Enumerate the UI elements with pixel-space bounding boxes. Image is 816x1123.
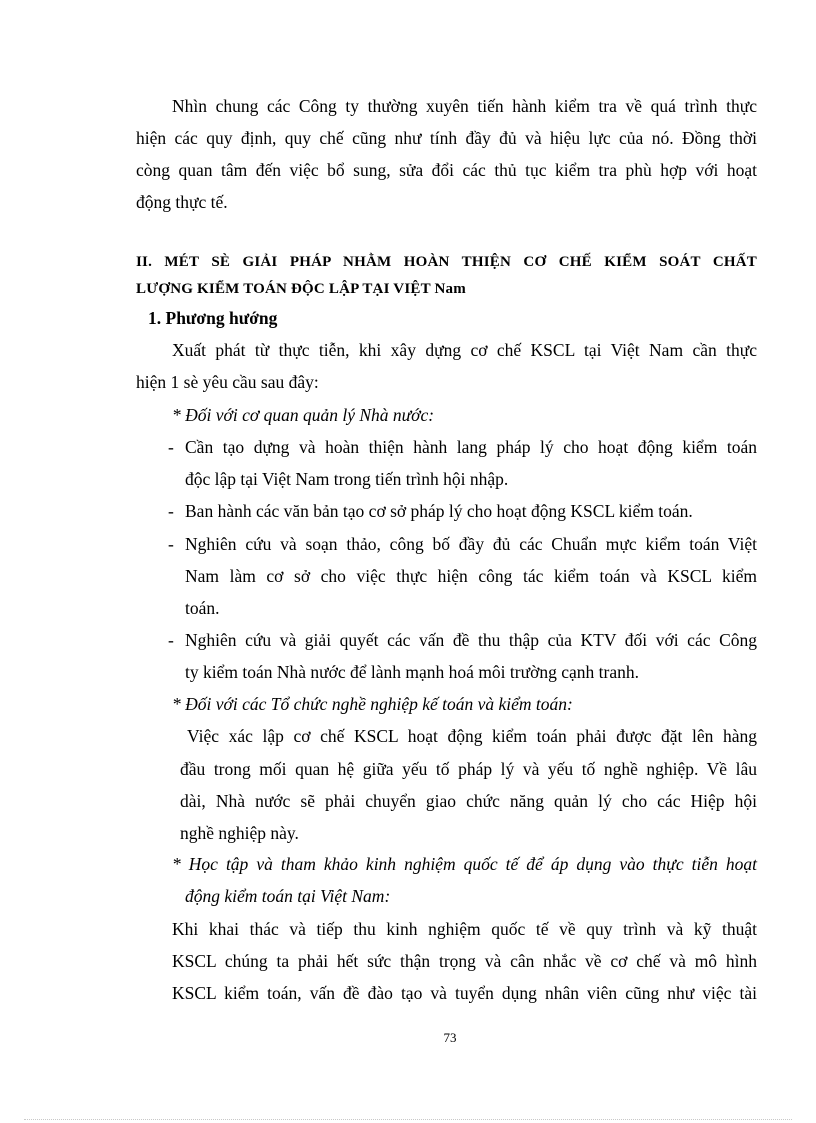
text-line: dài, Nhà nước sẽ phải chuyển giao chức năng quản lý cho các Hiệp hội <box>180 791 757 811</box>
page-bottom-rule <box>24 1119 792 1120</box>
bullet-line: Cần tạo dựng và hoàn thiện hành lang pháp lý cho hoạt động kiểm toán <box>185 437 757 457</box>
text-line: hiện 1 sè yêu cầu sau đây: <box>136 372 319 392</box>
text-line: Nhìn chung các Công ty thường xuyên tiến hành kiểm tra về quá trình thực <box>172 96 757 116</box>
bullet-line: Nam làm cơ sở cho việc thực hiện công tác kiểm toán và KSCL kiểm <box>185 566 757 586</box>
page-number: 73 <box>443 1030 457 1045</box>
text-line: KSCL chúng ta phải hết sức thận trọng và cân nhắc về cơ chế và mô hình <box>172 951 757 971</box>
heading-line: LƯỢNG KIỂM TOÁN ĐỘC LẬP TẠI VIỆT Nam <box>136 281 466 297</box>
dash-marker: - <box>168 630 174 650</box>
bullet-line: ty kiểm toán Nhà nước để lành mạnh hoá môi trường cạnh tranh. <box>185 662 639 682</box>
text-line: Việc xác lập cơ chế KSCL hoạt động kiểm toán phải được đặt lên hàng <box>187 726 757 746</box>
dash-marker: - <box>168 501 174 521</box>
text-line: KSCL kiểm toán, vấn đề đào tạo và tuyển dụng nhân viên cũng như việc tài <box>172 983 757 1003</box>
text-line: hiện các quy định, quy chế cũng như tính đầy đủ và hiệu lực của nó. Đồng thời <box>136 128 757 148</box>
group-title-line: động kiểm toán tại Việt Nam: <box>185 886 391 906</box>
group-title-line: * Học tập và tham khảo kinh nghiệm quốc tế để áp dụng vào thực tiễn hoạt <box>172 854 757 874</box>
text-line: còng quan tâm đến việc bổ sung, sửa đổi các thủ tục kiểm tra phù hợp với hoạt <box>136 160 757 180</box>
group-title-professional-bodies: * Đối với các Tổ chức nghề nghiệp kế toán và kiểm toán: <box>172 694 573 714</box>
heading-line: II. MÉT SÈ GIẢI PHÁP NHẰM HOÀN THIỆN CƠ CHẾ KIỂM SOÁT CHẤT <box>136 254 757 270</box>
subheading: 1. Phương hướng <box>148 308 278 328</box>
bullet-line: độc lập tại Việt Nam trong tiến trình hội nhập. <box>185 469 509 489</box>
text-line: đầu trong mối quan hệ giữa yếu tố pháp lý và yếu tố nghề nghiệp. Về lâu <box>180 759 757 779</box>
text-line: Xuất phát từ thực tiễn, khi xây dựng cơ chế KSCL tại Việt Nam cần thực <box>172 340 757 360</box>
bullet-line: Nghiên cứu và soạn thảo, công bố đầy đủ các Chuẩn mực kiểm toán Việt <box>185 534 757 554</box>
text-line: nghề nghiệp này. <box>180 823 299 843</box>
bullet-line: toán. <box>185 598 220 618</box>
bullet-line: Nghiên cứu và giải quyết các vấn đề thu thập của KTV đối với các Công <box>185 630 757 650</box>
group-title-state: * Đối với cơ quan quản lý Nhà nước: <box>172 405 435 425</box>
dash-marker: - <box>168 437 174 457</box>
text-line: Khi khai thác và tiếp thu kinh nghiệm quốc tế về quy trình và kỹ thuật <box>172 919 757 939</box>
text-line: động thực tế. <box>136 192 228 212</box>
dash-marker: - <box>168 534 174 554</box>
bullet-line: Ban hành các văn bản tạo cơ sở pháp lý cho hoạt động KSCL kiểm toán. <box>185 501 693 521</box>
